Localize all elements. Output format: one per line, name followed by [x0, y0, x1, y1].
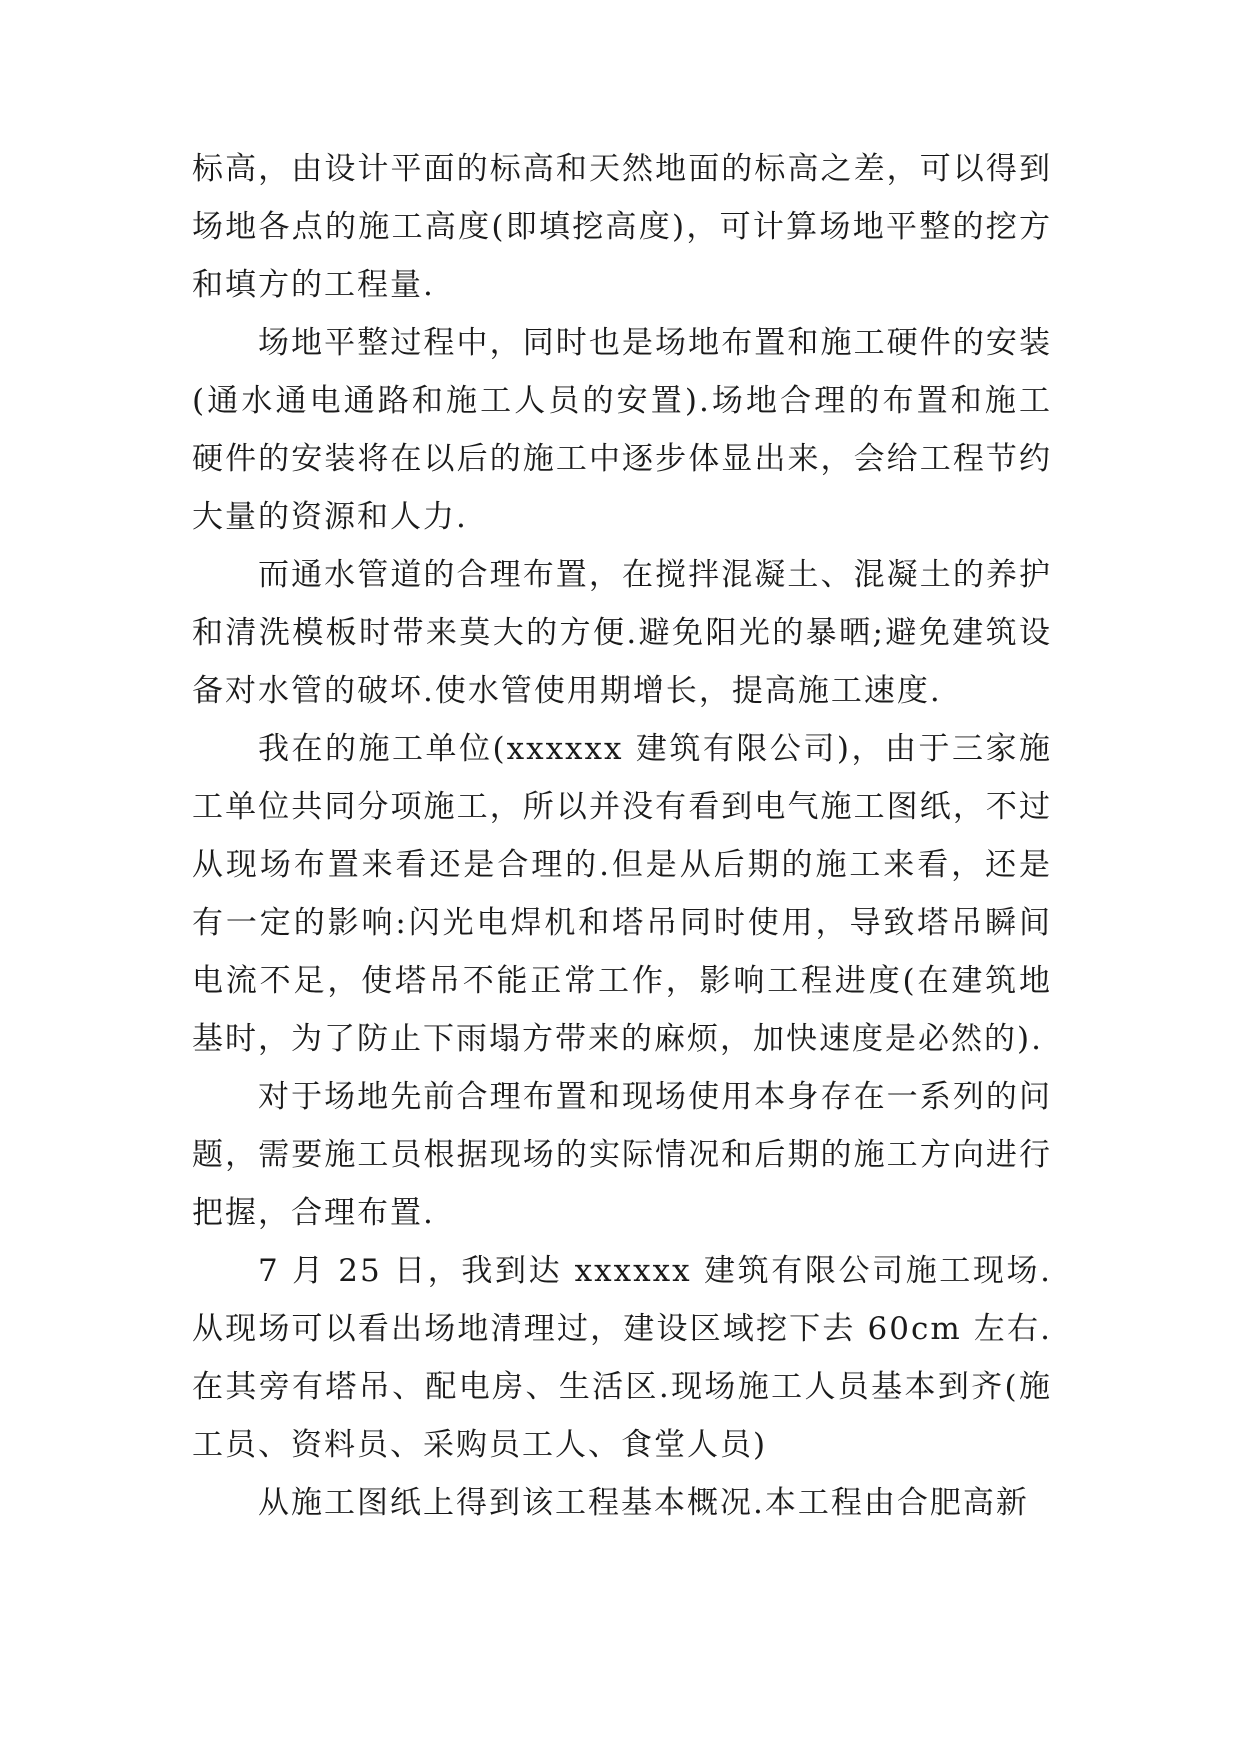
paragraph-5: 对于场地先前合理布置和现场使用本身存在一系列的问题，需要施工员根据现场的实际情况和后期的施工方向进行把握，合理布置.: [192, 1079, 1052, 1231]
paragraph-2: 场地平整过程中，同时也是场地布置和施工硬件的安装(通水通电通路和施工人员的安置).场地合理的布置和施工硬件的安装将在以后的施工中逐步体显出来，会给工程节约大量的资源和人力.: [192, 325, 1052, 535]
paragraph-6: 7 月 25 日，我到达 xxxxxx 建筑有限公司施工现场.从现场可以看出场地清理过，建设区域挖下去 60cm 左右.在其旁有塔吊、配电房、生活区.现场施工人员基本到齐(施工员、资料员、采购员工人、食堂人员): [192, 1253, 1052, 1463]
paragraph-3: 而通水管道的合理布置，在搅拌混凝土、混凝土的养护和清洗模板时带来莫大的方便.避免阳光的暴晒;避免建筑设备对水管的破坏.使水管使用期增长，提高施工速度.: [192, 557, 1052, 709]
paragraph-4: 我在的施工单位(xxxxxx 建筑有限公司)，由于三家施工单位共同分项施工，所以并没有看到电气施工图纸，不过从现场布置来看还是合理的.但是从后期的施工来看，还是有一定的影响:闪光电焊机和塔吊同时使用，导致塔吊瞬间电流不足，使塔吊不能正常工作，影响工程进度(在建筑地基时，为了防止下雨塌方带来的麻烦，加快速度是必然的).: [192, 731, 1052, 1057]
document-page: [192, 140, 1052, 1532]
paragraph-1: 标高，由设计平面的标高和天然地面的标高之差，可以得到场地各点的施工高度(即填挖高度)，可计算场地平整的挖方和填方的工程量.: [192, 151, 1052, 303]
paragraph-7: 从施工图纸上得到该工程基本概况.本工程由合肥高新: [258, 1485, 1029, 1521]
